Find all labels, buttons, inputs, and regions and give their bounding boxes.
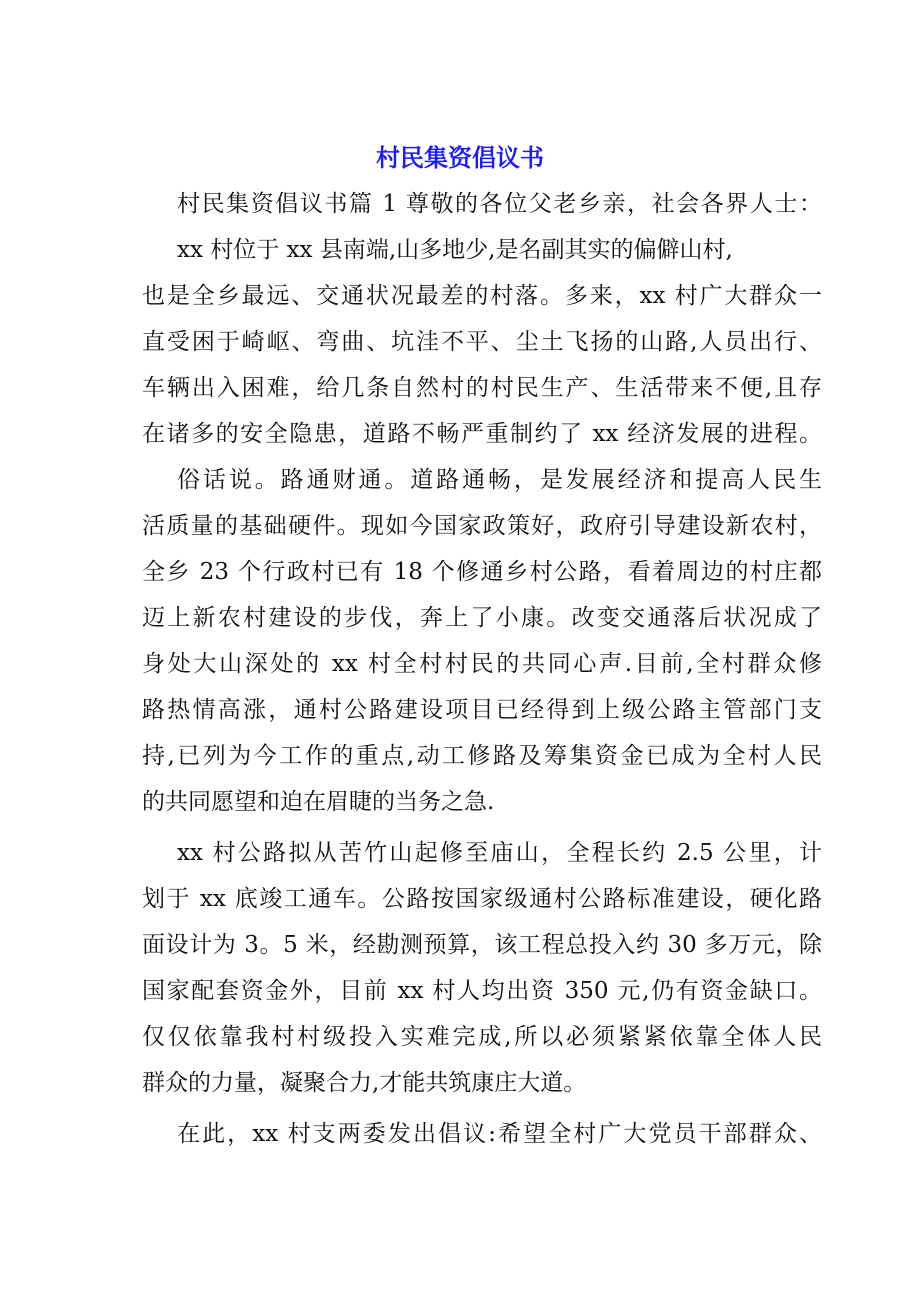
text-line: 迈上新农村建设的步伐，奔上了小康。改变交通落后状况成了 xyxy=(142,605,822,631)
text-line: xx 村位于 xx 县南端,山多地少,是名副其实的偏僻山村, xyxy=(177,237,733,263)
text-line: 在诸多的安全隐患，道路不畅严重制约了 xx 经济发展的进程。 xyxy=(142,421,822,447)
document-title: 村民集资倡议书 xyxy=(376,144,544,172)
text-line: 俗话说。路通财通。道路通畅，是发展经济和提高人民生 xyxy=(177,467,822,493)
text-line: 在此，xx 村支两委发出倡议:希望全村广大党员干部群众、 xyxy=(177,1121,822,1147)
text-line: 持,已列为今工作的重点,动工修路及筹集资金已成为全村人民 xyxy=(142,743,822,769)
text-line: xx 村公路拟从苦竹山起修至庙山，全程长约 2.5 公里，计 xyxy=(177,840,822,866)
text-line: 面设计为 3。5 米，经勘测预算，该工程总投入约 30 多万元，除 xyxy=(142,932,822,958)
text-line: 的共同愿望和迫在眉睫的当务之急. xyxy=(142,789,495,815)
text-line: 仅仅依靠我村村级投入实难完成,所以必须紧紧依靠全体人民 xyxy=(142,1024,822,1050)
text-line: 车辆出入困难，给几条自然村的村民生产、生活带来不便,且存 xyxy=(142,375,822,401)
text-line: 路热情高涨，通村公路建设项目已经得到上级公路主管部门支 xyxy=(142,697,822,723)
text-line: 全乡 23 个行政村已有 18 个修通乡村公路，看着周边的村庄都 xyxy=(142,559,822,585)
text-line: 身处大山深处的 xx 村全村村民的共同心声.目前,全村群众修 xyxy=(142,651,822,677)
text-line: 活质量的基础硬件。现如今国家政策好，政府引导建设新农村， xyxy=(142,513,822,539)
text-line: 也是全乡最远、交通状况最差的村落。多来，xx 村广大群众一 xyxy=(142,283,822,309)
text-line: 直受困于崎岖、弯曲、坑洼不平、尘土飞扬的山路,人员出行、 xyxy=(142,329,822,355)
text-line: 划于 xx 底竣工通车。公路按国家级通村公路标准建设，硬化路 xyxy=(142,886,822,912)
text-line: 群众的力量，凝聚合力,才能共筑康庄大道。 xyxy=(142,1070,587,1096)
text-line: 村民集资倡议书篇 1 尊敬的各位父老乡亲，社会各界人士： xyxy=(177,191,822,217)
text-line: 国家配套资金外，目前 xx 村人均出资 350 元,仍有资金缺口。 xyxy=(142,978,822,1004)
